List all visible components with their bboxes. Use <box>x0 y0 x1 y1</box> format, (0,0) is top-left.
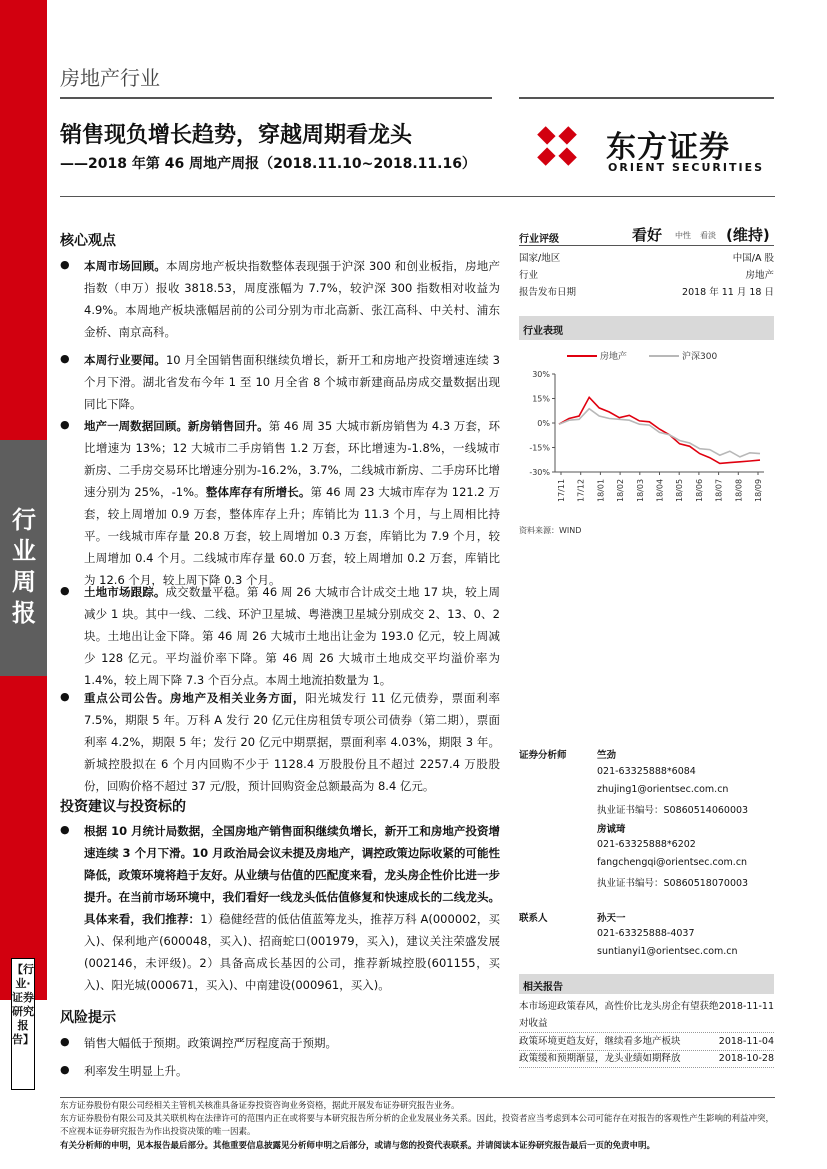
analyst-cert: 执业证书编号：S0860518070003 <box>597 878 749 889</box>
contact-name: 孙天一 <box>597 913 626 924</box>
bullet-weekly-data <box>60 415 500 591</box>
x-tick-label: 18/02 <box>616 478 626 502</box>
bullet-body: 阳光城发行 11 亿元债券，票面利率 7.5%，期限 5 年。万科 A 发行 20 亿元住房租赁专项公司债券（第二期），票面利率 4.2%，期限 5 年；发行 20 亿元中期票据，票面利率 4.03%，期限 3 年。新城控股拟在 6 个月内回购不少于 1128.4 万股股份且不超过 2257.4 万股股份，回购价格不超过 37 元/股，预计回购资金总额最高为 8.4 亿元。 <box>84 691 501 793</box>
contact-email[interactable]: suntianyi1@orientsec.com.cn <box>597 946 738 957</box>
sector-divider <box>60 97 492 99</box>
rating-row <box>519 224 774 246</box>
bullet-dot-icon: ● <box>60 352 70 365</box>
bullet-body: 第 46 周 35 大城市新房销售为 4.3 万套，环比增速为 13%；12 大城市二手房销售 1.2 万套，环比增速为-1.8%，一线城市新房、二手房交易环比增速分别为-16.2%，3.7%，二线城市新房、二手房环比增速分别为 25%，-1%。 <box>84 419 500 499</box>
x-tick-label: 18/04 <box>655 478 665 502</box>
invest-heading: 投资建议与投资标的 <box>60 799 186 815</box>
invest-recommendation <box>60 820 500 996</box>
x-tick-label: 17/11 <box>557 478 566 502</box>
logo-divider <box>519 97 774 99</box>
bullet-dot-icon: ● <box>60 418 70 431</box>
bullet-dot-icon: ● <box>60 258 70 271</box>
series-line-沪深300 <box>559 409 760 457</box>
bullet-lead: 土地市场跟踪。 <box>84 585 166 599</box>
bullet-lead-2: 整体库存有所增长。 <box>205 485 311 499</box>
vertical-report-category: 【行业·证券研究报告】 <box>11 958 35 1090</box>
bullet-industry-news <box>60 349 500 415</box>
report-title: 销售现负增长趋势，穿越周期看龙头 <box>60 123 413 148</box>
risk-heading: 风险提示 <box>60 1010 116 1026</box>
analyst-email[interactable]: zhujing1@orientsec.com.cn <box>597 784 729 795</box>
bullet-land-market <box>60 581 500 691</box>
related-report[interactable] <box>519 1033 774 1051</box>
analyst-phone: 021-63325888*6202 <box>597 839 696 850</box>
rating-maintain: (维持) <box>726 226 770 244</box>
analyst-name: 竺劲 <box>597 750 617 761</box>
header-divider <box>60 196 775 197</box>
info-key: 行业 <box>519 270 539 281</box>
vertical-report-type: 行业周报 <box>12 506 36 627</box>
series-line-房地产 <box>559 397 760 463</box>
rating-label: 行业评级 <box>519 234 559 245</box>
risk-item <box>60 1032 500 1054</box>
related-date: 2018-10-28 <box>718 1053 774 1064</box>
y-tick-label: 0% <box>537 419 550 428</box>
y-tick-label: -15% <box>529 443 550 453</box>
x-tick-label: 18/09 <box>754 478 763 502</box>
footer-divider <box>60 1097 775 1098</box>
risk-item-text: 利率发生明显上升。 <box>84 1064 188 1078</box>
rating-option-bearish: 看淡 <box>700 231 716 240</box>
analyst-label: 证券分析师 <box>519 750 567 761</box>
contact-label: 联系人 <box>519 913 548 924</box>
disclaimer-line: 有关分析师的申明，见本报告最后部分。其他重要信息披露见分析师申明之后部分，或请与您的投资代表联系。并请阅读本证券研究报告最后一页的免责申明。 <box>60 1141 656 1151</box>
bullet-company-news <box>60 687 500 797</box>
bullet-dot-icon: ● <box>60 1035 70 1048</box>
bullet-lead: 本周市场回顾。 <box>84 259 166 273</box>
bullet-lead: 重点公司公告。房地产及相关业务方面， <box>84 691 306 705</box>
info-value: 房地产 <box>745 270 774 281</box>
chart-source: 资料来源：WIND <box>519 526 582 535</box>
related-report[interactable] <box>519 998 774 1033</box>
info-key: 报告发布日期 <box>519 287 577 298</box>
invest-bold: 根据 10 月统计局数据，全国房地产销售面积继续负增长，新开工和房地产投资增速连续 3 个月下滑。10 月政治局会议未提及房地产，调控政策边际收紧的可能性降低，政策环境将趋于友好。从业绩与估值的匹配度来看，龙头房企性价比进一步提升。在当前市场环境中，我们看好一线龙头低估值修复和快速成长的二线龙头。具体来看，我们推荐： <box>84 824 500 926</box>
info-row-date <box>519 282 774 299</box>
related-heading: 相关报告 <box>519 974 774 994</box>
related-report[interactable] <box>519 1050 774 1068</box>
rating-option-neutral: 中性 <box>675 231 691 240</box>
bullet-market-review <box>60 255 500 343</box>
analyst-cert: 执业证书编号：S0860514060003 <box>597 805 749 816</box>
legend-label: 房地产 <box>600 352 628 362</box>
logo-text-en: ORIENT SECURITIES <box>608 161 765 174</box>
left-red-band <box>0 0 47 440</box>
info-key: 国家/地区 <box>519 253 561 264</box>
performance-heading: 行业表现 <box>519 316 774 340</box>
related-title[interactable]: 本市场迎政策春风，高性价比龙头房企有望获绝对收益 <box>519 1001 719 1029</box>
y-tick-label: -30% <box>529 468 550 477</box>
related-date: 2018-11-11 <box>718 1001 774 1012</box>
bullet-body: 成交数量平稳。第 46 周 26 大城市合计成交土地 17 块，较上周减少 1 块。其中一线、二线、环沪卫星城、粤港澳卫星城分别成交 2、13、0、2 块。土地出让金下降。第 46 周 26 大城市土地出让金为 193.0 亿元，较上周减少 128 亿元。平均溢价率下降。第 46 周 26 大城市土地成交平均溢价率为 1.4%，较上周下降 7.3 个百分点。本周土地流拍数量为 1。 <box>84 585 500 687</box>
info-row-industry <box>519 265 774 282</box>
analyst-phone: 021-63325888*6084 <box>597 766 696 777</box>
info-value: 中国/A 股 <box>732 253 774 264</box>
disclaimer-line: 东方证券股份有限公司及其关联机构在法律许可的范围内正在或将要与本研究报告所分析的企业发展业务关系。因此，投资者应当考虑到本公司可能存在对报告的客观性产生影响的利益冲突，不应视本证券研究报告为作出投资决策的唯一因素。 <box>60 1114 775 1137</box>
x-tick-label: 18/06 <box>694 478 704 502</box>
y-tick-label: 15% <box>532 394 550 404</box>
core-heading: 核心观点 <box>60 233 116 249</box>
x-tick-label: 18/01 <box>596 478 606 502</box>
related-date: 2018-11-04 <box>718 1036 774 1047</box>
info-row-region <box>519 248 774 265</box>
performance-chart <box>519 344 774 520</box>
x-tick-label: 18/03 <box>635 478 645 502</box>
analyst-email[interactable]: fangchengqi@orientsec.com.cn <box>597 857 748 868</box>
x-tick-label: 17/12 <box>576 478 586 502</box>
related-title[interactable]: 政策缓和预期渐显，龙头业绩如期释放 <box>519 1053 681 1064</box>
rating-value: 看好 <box>632 226 663 244</box>
report-subtitle: ——2018 年第 46 周地产周报（2018.11.10~2018.11.16） <box>60 156 476 172</box>
bullet-dot-icon: ● <box>60 690 70 703</box>
bullet-body: 10 月全国销售面积继续负增长，新开工和房地产投资增速连续 3 个月下滑。湖北省发布今年 1 至 10 月全省 8 个城市新建商品房成交量数据出现同比下降。 <box>84 353 500 411</box>
related-title[interactable]: 政策环境更趋友好，继续看多地产板块 <box>519 1036 681 1047</box>
sector-name: 房地产行业 <box>60 66 160 90</box>
bullet-body-2: 第 46 周 23 大城市库存为 121.2 万套，较上周增加 0.9 万套，整体库存上升；库销比为 11.3 个月，与上周相比持平。一线城市库存量 20.8 万套，较上周增加 0.3 万套，库销比为 7.9 个月，较上周增加 0.4 个月。二线城市库存量 60.0 万套，较上周增加 0.2 万套，库销比为 12.6 个月，较上周下降 0.3 个月。 <box>84 485 501 587</box>
info-value: 2018 年 11 月 18 日 <box>682 287 774 298</box>
bullet-dot-icon: ● <box>60 1063 70 1076</box>
left-red-band-lower <box>0 676 47 1000</box>
bullet-lead: 地产一周数据回顾。新房销售回升。 <box>84 419 269 433</box>
risk-item <box>60 1060 500 1082</box>
disclaimer-line: 东方证券股份有限公司经相关主管机关核准具备证券投资咨询业务资格，据此开展发布证券研究报告业务。 <box>60 1101 460 1111</box>
contact-phone: 021-63325888-4037 <box>597 928 695 939</box>
x-tick-label: 18/08 <box>734 478 744 502</box>
x-tick-label: 18/05 <box>675 478 685 502</box>
logo-text-cn: 东方证券 <box>606 130 730 165</box>
bullet-dot-icon: ● <box>60 584 70 597</box>
x-tick-label: 18/07 <box>714 478 724 502</box>
bullet-lead: 本周行业要闻。 <box>84 353 166 367</box>
legend-label: 沪深300 <box>682 352 718 362</box>
bullet-body: 本周房地产板块指数整体表现强于沪深 300 和创业板指，房地产指数（申万）报收 3818.53，周度涨幅为 7.7%，较沪深 300 指数相对收益为 4.9%。本周地产板块涨幅居前的公司分别为市北高新、张江高科、中关村、浦东金桥、南京高科。 <box>84 259 501 339</box>
y-tick-label: 30% <box>532 370 550 379</box>
invest-normal: 1）稳健经营的低估值蓝筹龙头，推荐万科 A(000002，买入)、保利地产(600048，买入)、招商蛇口(001979，买入)，建议关注荣盛发展(002146，未评级)。2）具备高成长基因的公司，推荐新城控股(601155，买入)、阳光城(000671，买入)、中南建设(000961，买入)。 <box>84 912 500 992</box>
risk-item-text: 销售大幅低于预期。政策调控严厉程度高于预期。 <box>84 1036 337 1050</box>
bullet-dot-icon: ● <box>60 823 70 836</box>
analyst-name: 房诚琦 <box>597 824 626 835</box>
